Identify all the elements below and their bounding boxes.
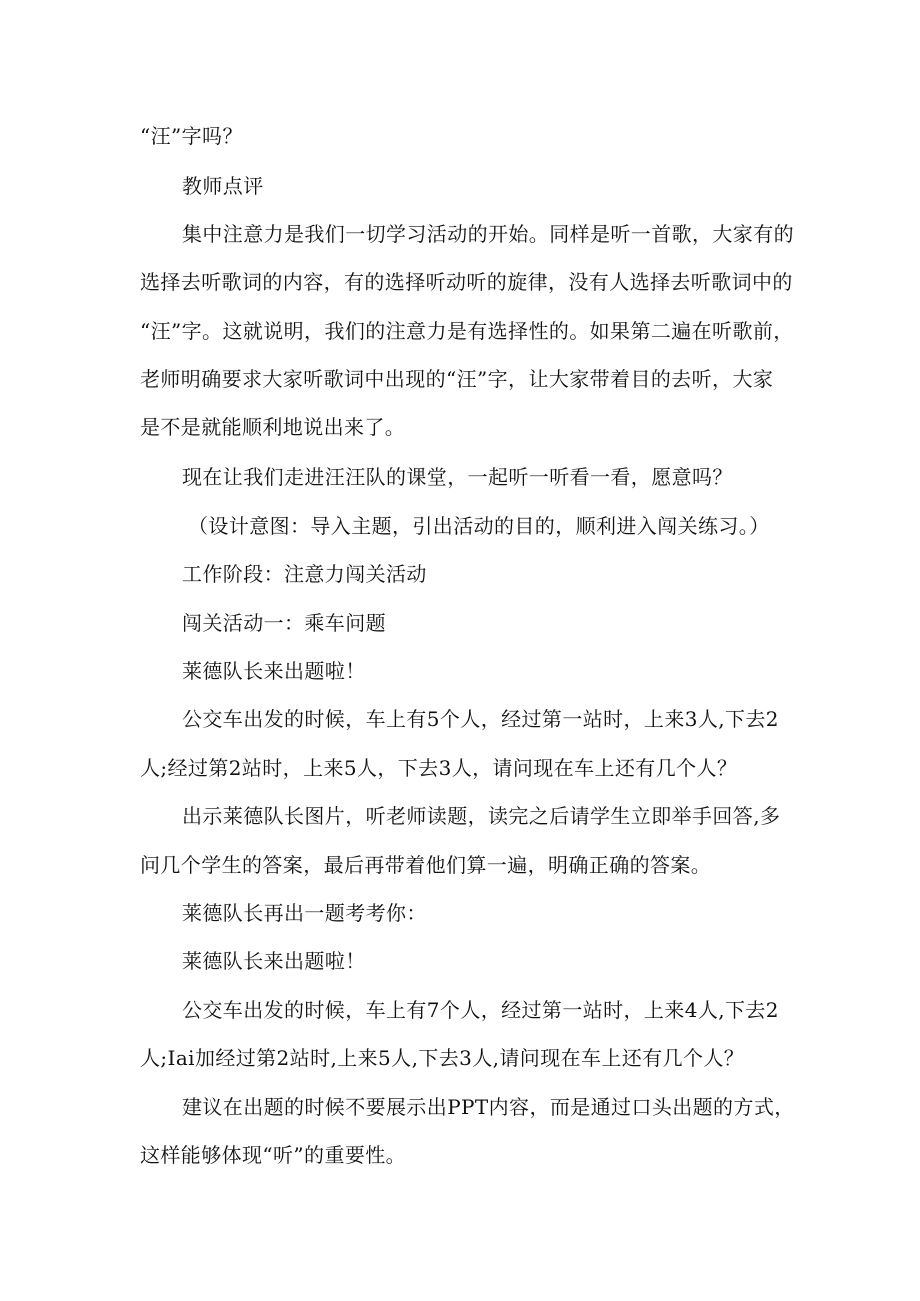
text-line: 集中注意力是我们一切学习活动的开始。同样是听一首歌，大家有的 xyxy=(182,222,794,246)
text-line: 出示莱德队长图片，听老师读题，读完之后请学生立即举手回答,多 xyxy=(182,804,781,828)
text-line: 公交车出发的时候，车上有5个人，经过第一站时，上来3人,下去2 xyxy=(182,707,779,731)
section-heading: 教师点评 xyxy=(182,174,264,198)
text-line: 问几个学生的答案，最后再带着他们算一遍，明确正确的答案。 xyxy=(140,853,712,877)
text-line: 人;Iai加经过第2站时,上来5人,下去3人,请问现在车上还有几个人？ xyxy=(140,1046,745,1070)
text-line: 建议在出题的时候不要展示出PPT内容，而是通过口头出题的方式， xyxy=(182,1095,795,1119)
text-line: 公交车出发的时候，车上有7个人，经过第一站时，上来4人,下去2 xyxy=(182,998,779,1022)
section-heading: 工作阶段：注意力闯关活动 xyxy=(182,562,427,586)
text-line: 选择去听歌词的内容，有的选择听动听的旋律，没有人选择去听歌词中的 xyxy=(140,270,793,294)
text-line: 现在让我们走进汪汪队的课堂，一起听一听看一看，愿意吗？ xyxy=(182,465,733,489)
text-line: 莱德队长来出题啦！ xyxy=(182,659,366,683)
text-line: “汪”字。这就说明，我们的注意力是有选择性的。如果第二遍在听歌前， xyxy=(140,319,794,343)
text-line: 是不是就能顺利地说出来了。 xyxy=(140,415,406,439)
design-intent-note: （设计意图：导入主题，引出活动的目的，顺利进入闯关练习。） xyxy=(188,514,770,538)
text-line: 莱德队长来出题啦！ xyxy=(182,949,366,973)
text-line: 人;经过第2站时，上来5人，下去3人，请问现在车上还有几个人？ xyxy=(140,756,738,780)
section-heading: 闯关活动一：乘车问题 xyxy=(182,611,386,635)
text-line: 莱德队长再出一题考考你： xyxy=(182,901,427,925)
text-line: 这样能够体现“听”的重要性。 xyxy=(140,1143,407,1167)
text-line: 老师明确要求大家听歌词中出现的“汪”字，让大家带着目的去听，大家 xyxy=(140,367,774,391)
text-line: “汪”字吗？ xyxy=(140,124,243,148)
